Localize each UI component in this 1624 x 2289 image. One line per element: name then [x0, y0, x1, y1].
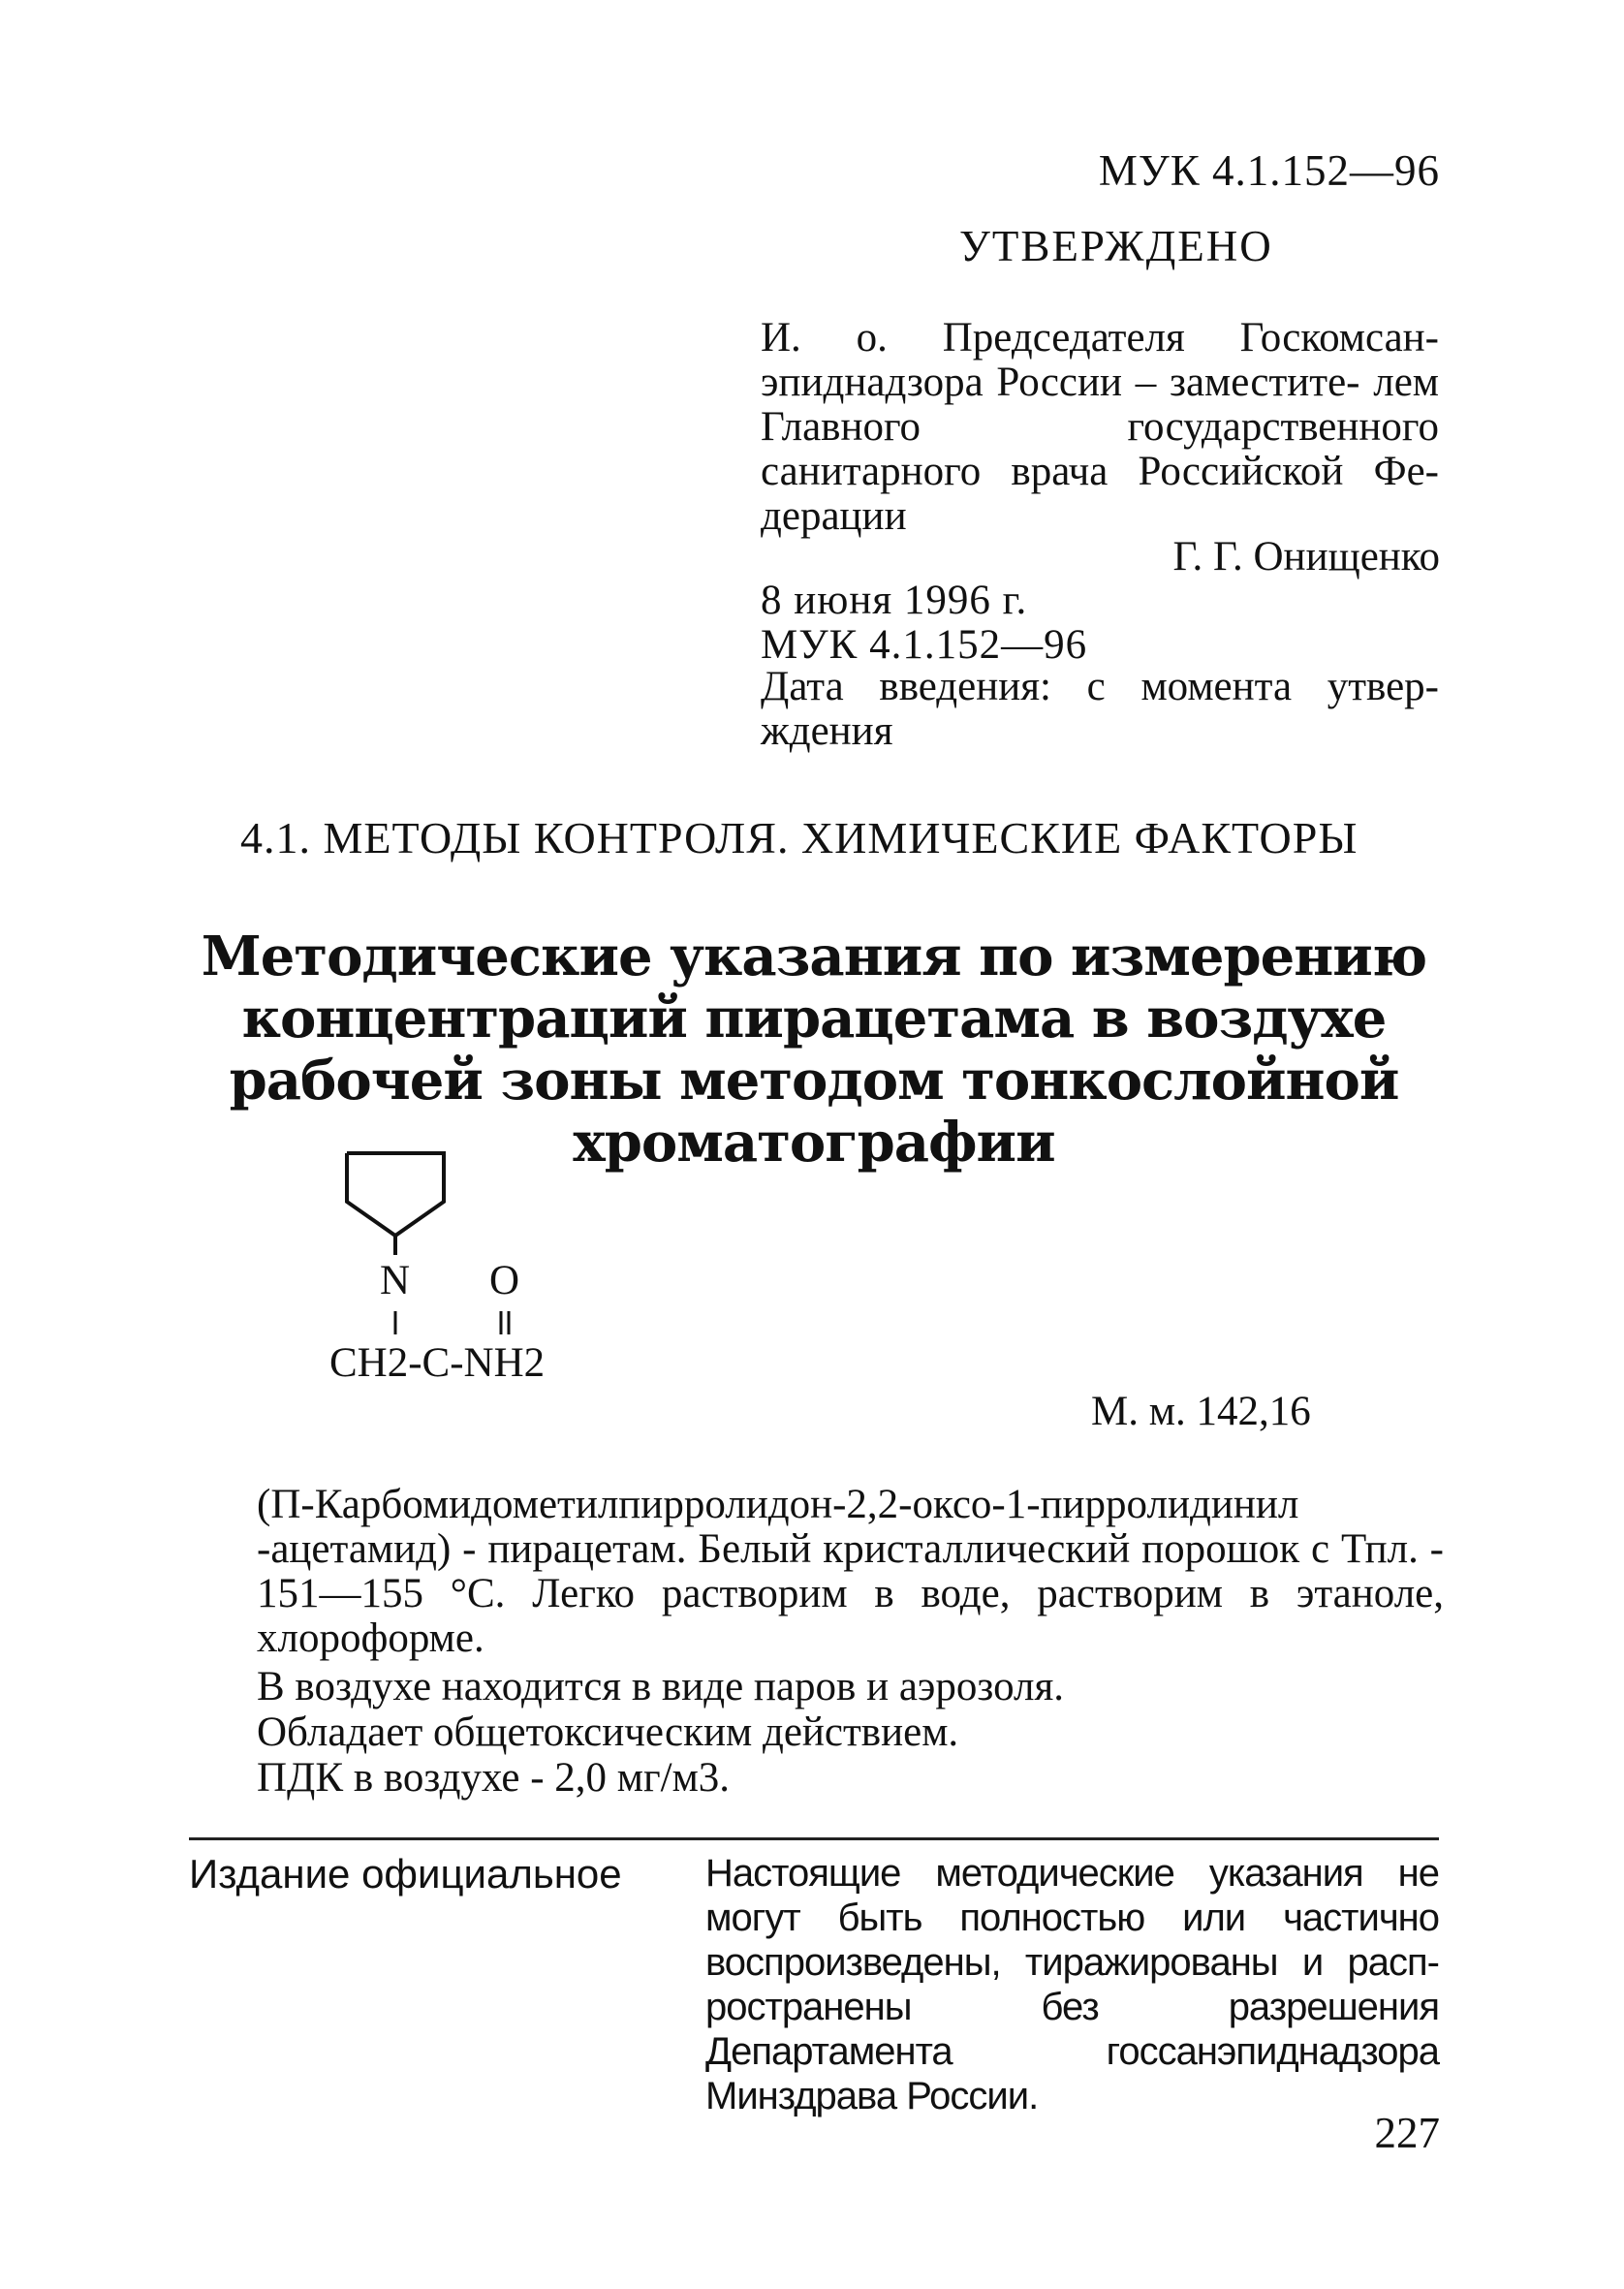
approval-date: 8 июня 1996 г. [761, 578, 1028, 623]
effect-text: Обладает общетоксическим действием. [257, 1709, 959, 1755]
document-code-secondary: МУК 4.1.152—96 [761, 622, 1088, 668]
copyright-notice: Настоящие методические указания не могут быть полностью или частично воспроизведены, тиражированы и расп-ространены без разрешения Департамента госсанэпиднадзора Минздрава России. [705, 1852, 1439, 2117]
introduction-date: Дата введения: с момента утвер- ждения [761, 664, 1439, 754]
approved-label: УТВЕРЖДЕНО [959, 222, 1273, 270]
nitrogen-atom: N [380, 1258, 411, 1303]
side-chain: CH2-C-NH2 [329, 1340, 546, 1386]
pyrrolidine-ring [347, 1153, 444, 1255]
approval-text: И. о. Председателя Госкомсан- эпиднадзора России – заместите- лем Главного государственного санитарного врача Российской Фе- дерации [761, 315, 1439, 539]
edition-label: Издание официальное [189, 1851, 622, 1897]
structural-formula [329, 1134, 678, 1405]
signer-name: Г. Г. Онищенко [1172, 534, 1440, 580]
air-state-text: В воздухе находится в виде паров и аэрозоля. [257, 1664, 1065, 1709]
document-code: МУК 4.1.152—96 [1098, 146, 1440, 195]
page-number: 227 [1374, 2109, 1440, 2157]
section-heading: 4.1. МЕТОДЫ КОНТРОЛЯ. ХИМИЧЕСКИЕ ФАКТОРЫ [240, 813, 1359, 862]
oxygen-atom: O [489, 1258, 520, 1303]
description-text: (П-Карбомидометилпирролидон-2,2-оксо-1-пирролидинил -ацетамид) - пирацетам. Белый кристаллический порошок с Тпл. - 151—155 °С. Легко растворим в воде, растворим в этаноле, хлороформе. [257, 1482, 1444, 1661]
molar-mass: М. м. 142,16 [1091, 1389, 1311, 1434]
substance-description [257, 1483, 1444, 1661]
document-title: Методические указания по измерению концентраций пирацетама в воздухе рабочей зоны методом тонкослойной хроматографии [201, 925, 1427, 1175]
pdk-text: ПДК в воздухе - 2,0 мг/м3. [257, 1755, 731, 1801]
footer-divider [189, 1837, 1439, 1840]
